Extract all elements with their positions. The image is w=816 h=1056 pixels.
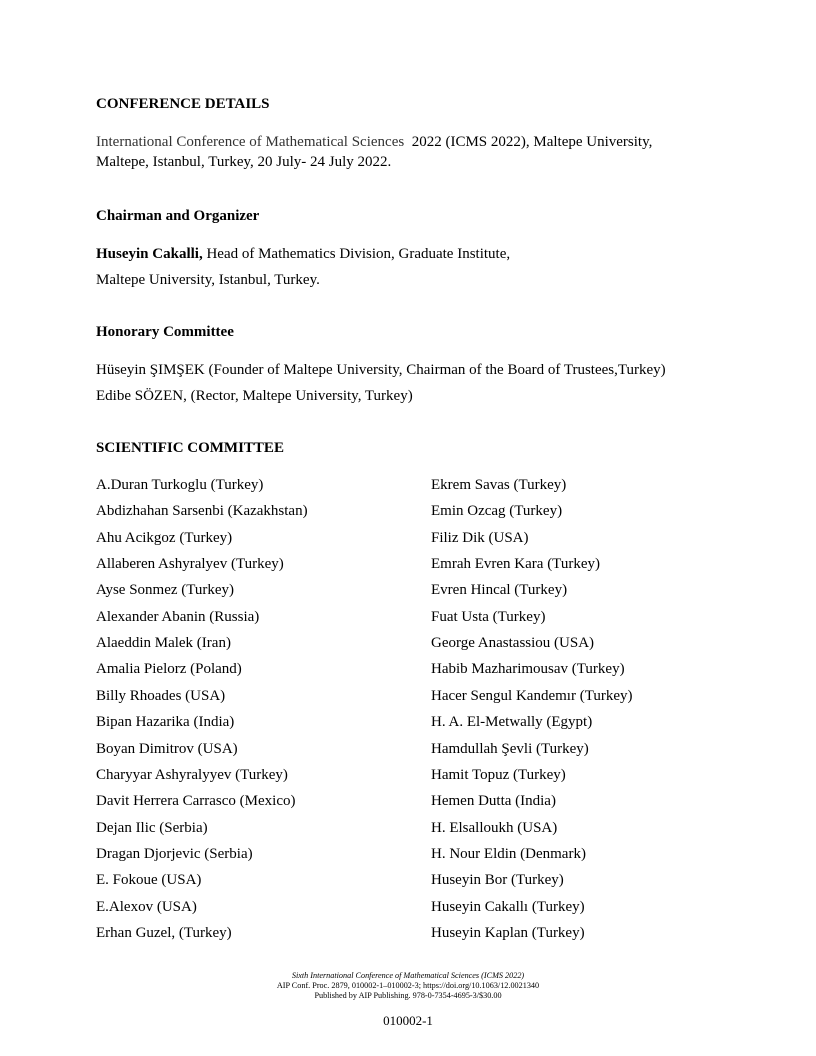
committee-member: Abdizhahan Sarsenbi (Kazakhstan) (96, 503, 308, 519)
honorary-committee-heading: Honorary Committee (96, 324, 234, 340)
committee-member: Huseyin Kaplan (Turkey) (431, 925, 585, 941)
committee-member: A.Duran Turkoglu (Turkey) (96, 477, 264, 493)
committee-member: Dejan Ilic (Serbia) (96, 820, 208, 836)
committee-member: Davit Herrera Carrasco (Mexico) (96, 793, 296, 809)
honorary-member: Edibe SÖZEN, (Rector, Maltepe University, Turkey) (96, 388, 413, 404)
page-footer (0, 971, 816, 1001)
footer-publisher: Published by AIP Publishing. 978-0-7354-4695-3/$30.00 (314, 991, 502, 1000)
committee-member: H. Elsalloukh (USA) (431, 820, 558, 836)
footer-proceedings: AIP Conf. Proc. 2879, 010002-1–010002-3; https://doi.org/10.1063/12.0021340 (276, 981, 540, 990)
chairman-title: Head of Mathematics Division, Graduate Institute, (202, 246, 511, 262)
committee-member: H. A. El-Metwally (Egypt) (431, 714, 593, 730)
conference-details-heading: CONFERENCE DETAILS (96, 96, 270, 112)
committee-member: Charyyar Ashyralyyev (Turkey) (96, 767, 288, 783)
committee-member: Billy Rhoades (USA) (96, 688, 226, 704)
committee-member: Evren Hincal (Turkey) (431, 582, 568, 598)
conference-details-line1 (96, 132, 652, 152)
committee-member: George Anastassiou (USA) (431, 635, 595, 651)
committee-member: Bipan Hazarika (India) (96, 714, 235, 730)
committee-member: Boyan Dimitrov (USA) (96, 741, 238, 757)
chairman-heading: Chairman and Organizer (96, 208, 260, 224)
committee-member: Huseyin Cakallı (Turkey) (431, 899, 585, 915)
committee-member: Ayse Sonmez (Turkey) (96, 582, 235, 598)
conference-name: International Conference of Mathematical Sciences (96, 134, 405, 150)
committee-member: Ahu Acikgoz (Turkey) (96, 530, 233, 546)
honorary-member: Hüseyin ŞIMŞEK (Founder of Maltepe University, Chairman of the Board of Trustees,Turkey) (96, 362, 666, 378)
committee-member: Alexander Abanin (Russia) (96, 609, 260, 625)
committee-member: Alaeddin Malek (Iran) (96, 635, 231, 651)
conference-year-venue: 2022 (ICMS 2022), Maltepe University, (411, 134, 653, 150)
committee-member: Erhan Guzel, (Turkey) (96, 925, 232, 941)
committee-member: Emin Ozcag (Turkey) (431, 503, 563, 519)
committee-member: Hamdullah Şevli (Turkey) (431, 741, 589, 757)
committee-member: Emrah Evren Kara (Turkey) (431, 556, 600, 572)
committee-member: Hemen Dutta (India) (431, 793, 556, 809)
conference-details-line2: Maltepe, Istanbul, Turkey, 20 July- 24 July 2022. (96, 154, 392, 170)
committee-member: Huseyin Bor (Turkey) (431, 872, 564, 888)
committee-member: E. Fokoue (USA) (96, 872, 202, 888)
chairman-affiliation: Maltepe University, Istanbul, Turkey. (96, 272, 320, 288)
committee-member: Fuat Usta (Turkey) (431, 609, 546, 625)
committee-member: Hacer Sengul Kandemır (Turkey) (431, 688, 633, 704)
committee-member: Habib Mazharimousav (Turkey) (431, 661, 625, 677)
committee-member: Dragan Djorjevic (Serbia) (96, 846, 253, 862)
chairman-line1 (96, 244, 510, 264)
committee-member: Allaberen Ashyralyev (Turkey) (96, 556, 284, 572)
page-number: 010002-1 (383, 1013, 433, 1028)
scientific-committee-heading: SCIENTIFIC COMMITTEE (96, 440, 284, 456)
committee-member: H. Nour Eldin (Denmark) (431, 846, 586, 862)
committee-member: E.Alexov (USA) (96, 899, 197, 915)
committee-member: Amalia Pielorz (Poland) (96, 661, 242, 677)
footer-conference: Sixth International Conference of Mathematical Sciences (ICMS 2022) (291, 971, 525, 980)
chairman-name: Huseyin Cakalli, (96, 246, 203, 262)
committee-member: Hamit Topuz (Turkey) (431, 767, 566, 783)
committee-member: Ekrem Savas (Turkey) (431, 477, 567, 493)
committee-member: Filiz Dik (USA) (431, 530, 529, 546)
